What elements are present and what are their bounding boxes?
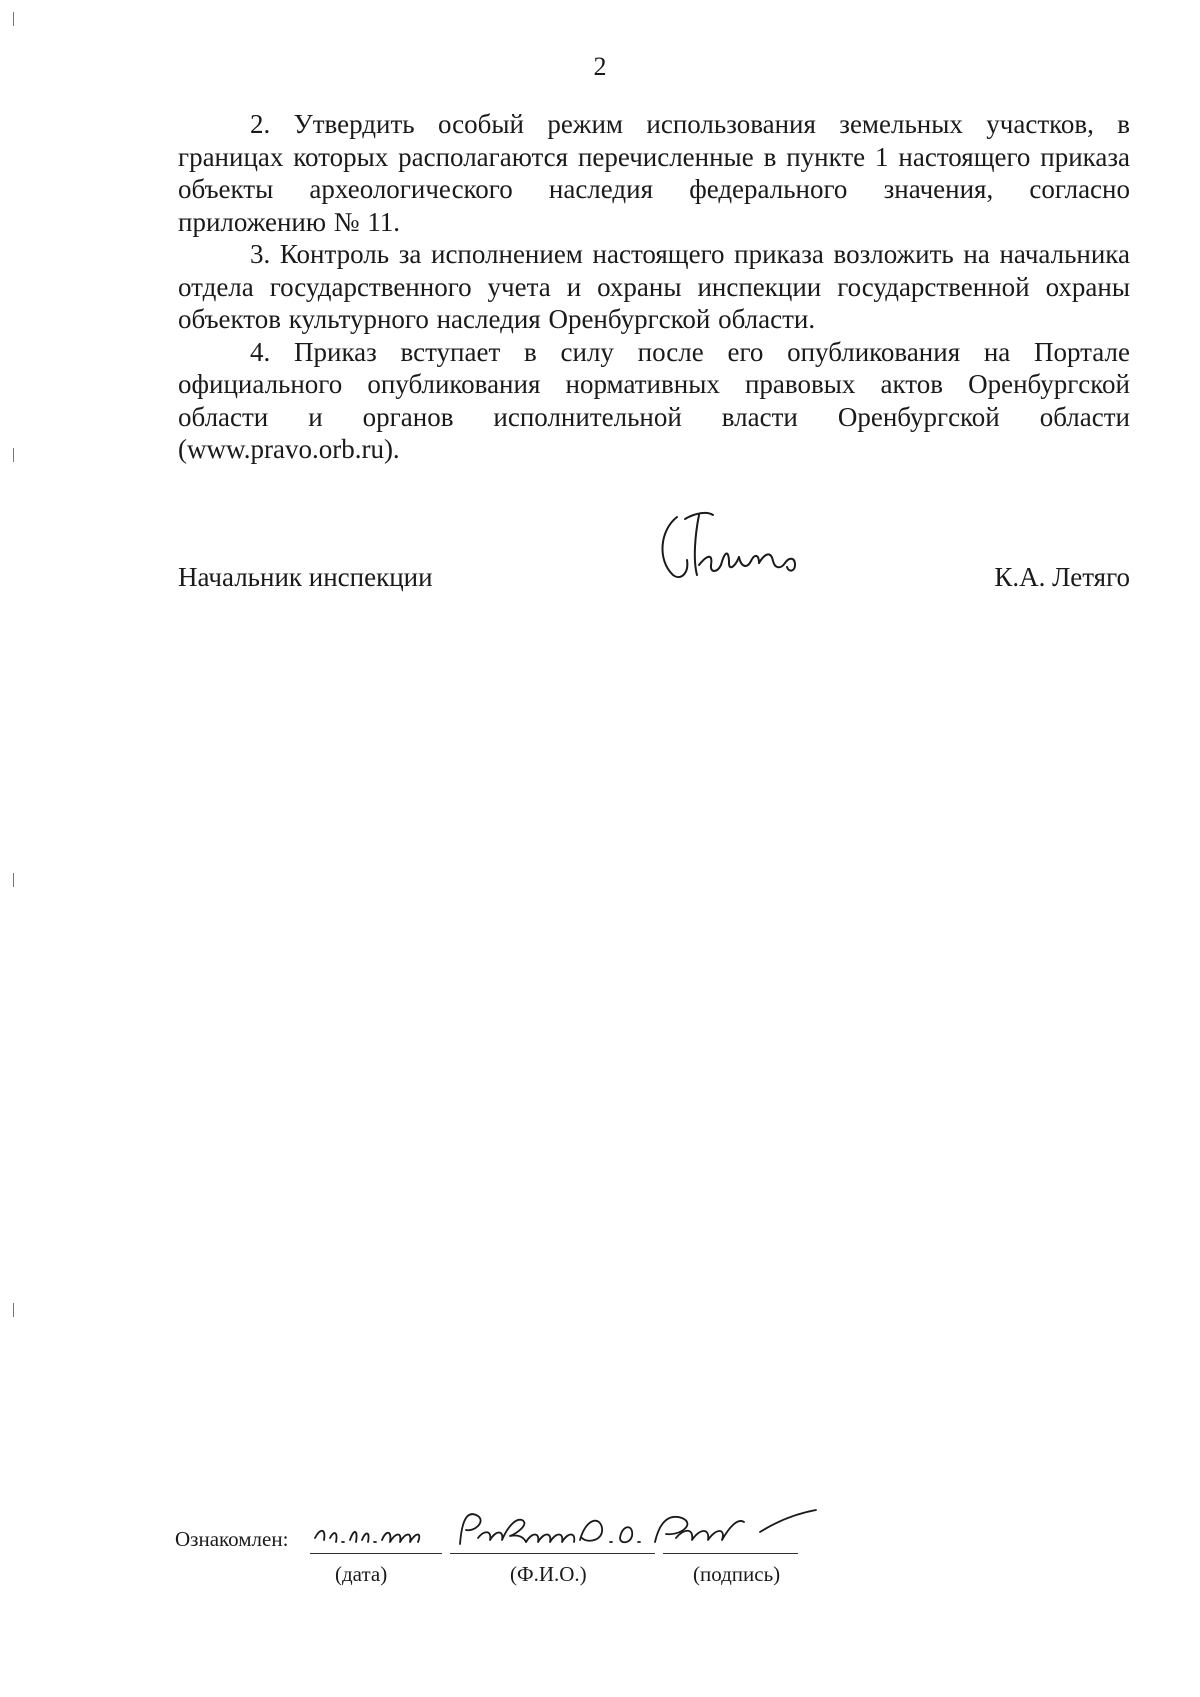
- scan-edge-mark: [13, 448, 14, 462]
- paragraph-4: 4. Приказ вступает в силу после его опубликования на Портале официального опубликования нормативных правовых актов Оренбургской области и органов исполнительной власти Оренбургской области (www.pravo.orb.ru).: [178, 336, 1130, 464]
- scan-edge-mark: [13, 12, 14, 26]
- fio-caption: (Ф.И.О.): [510, 1562, 587, 1586]
- scan-edge-mark: [13, 873, 14, 887]
- date-caption: (дата): [335, 1562, 388, 1586]
- paragraph-3: 3. Контроль за исполнением настоящего приказа возложить на начальника отдела государственного учета и охраны инспекции государственной охраны объектов культурного наследия Оренбургской области.: [178, 239, 1130, 334]
- acknowledgement-label: Ознакомлен:: [175, 1527, 289, 1551]
- date-line: [310, 1553, 442, 1554]
- page-number: 2: [593, 52, 607, 81]
- paragraph-2: 2. Утвердить особый режим использования земельных участков, в границах которых располагаются перечисленные в пункте 1 настоящего приказа объекты археологического наследия федерального значения, согласно приложению № 11.: [178, 109, 1130, 237]
- scan-edge-mark: [13, 1303, 14, 1317]
- signature-line: [663, 1553, 798, 1554]
- acknowledgement-handwriting: [310, 1498, 950, 1558]
- acknowledgement-block: [175, 1520, 975, 1600]
- signature-caption: (подпись): [693, 1562, 781, 1586]
- handwritten-signature: [655, 505, 835, 595]
- fio-line: [450, 1553, 655, 1554]
- signer-name: К.А. Летяго: [994, 562, 1130, 592]
- order-body: [178, 108, 1130, 466]
- signer-position: Начальник инспекции: [178, 562, 433, 592]
